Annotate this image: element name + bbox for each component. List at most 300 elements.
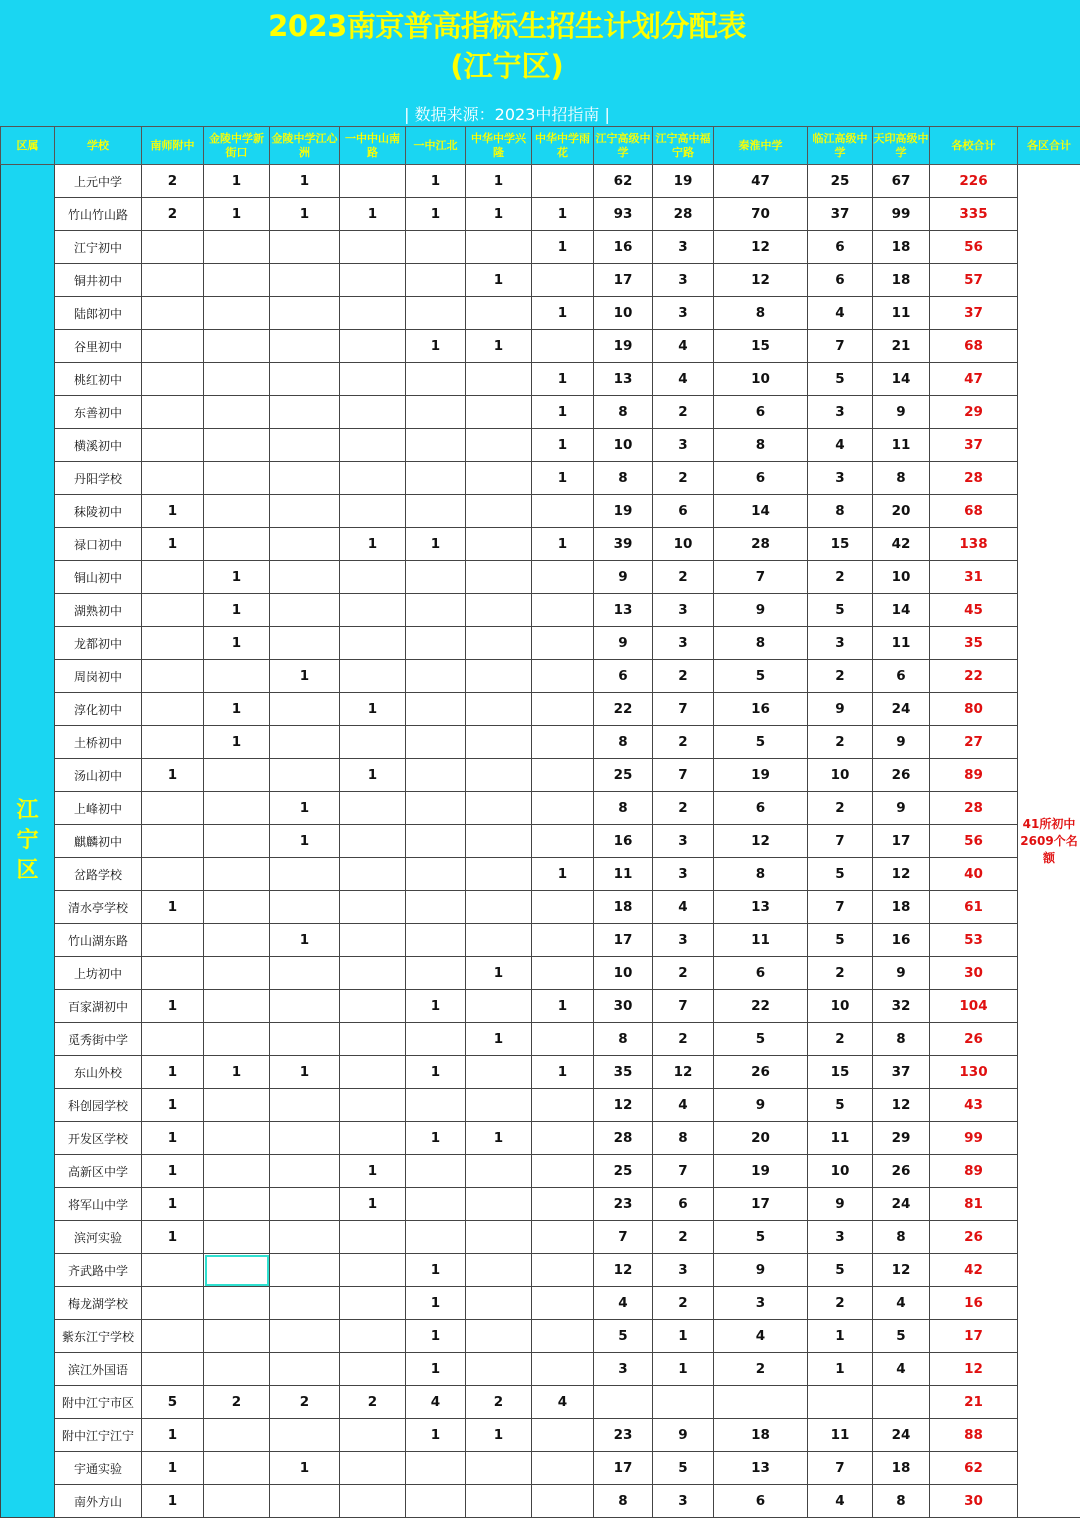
quota-cell [204, 990, 270, 1023]
school-name: 丹阳学校 [55, 462, 142, 495]
quota-cell [270, 528, 340, 561]
quota-cell: 1 [466, 1023, 532, 1056]
quota-cell: 19 [714, 759, 808, 792]
page-title: 2023南京普高指标生招生计划分配表 [268, 9, 746, 43]
quota-cell: 6 [653, 495, 714, 528]
quota-cell: 1 [270, 825, 340, 858]
school-total: 56 [930, 825, 1018, 858]
school-name: 上坊初中 [55, 957, 142, 990]
quota-cell: 10 [714, 363, 808, 396]
quota-cell [142, 627, 204, 660]
quota-cell: 1 [406, 1287, 466, 1320]
quota-cell: 2 [466, 1386, 532, 1419]
quota-cell: 1 [142, 1485, 204, 1518]
quota-cell [204, 1221, 270, 1254]
table-row [1, 1353, 1080, 1386]
quota-cell [406, 1452, 466, 1485]
quota-cell: 3 [653, 231, 714, 264]
school-total: 47 [930, 363, 1018, 396]
quota-cell: 11 [714, 924, 808, 957]
quota-cell: 1 [270, 198, 340, 231]
school-name: 东山外校 [55, 1056, 142, 1089]
quota-cell [532, 1089, 594, 1122]
quota-cell: 2 [204, 1386, 270, 1419]
quota-cell: 42 [873, 528, 930, 561]
quota-cell [406, 594, 466, 627]
quota-cell [142, 660, 204, 693]
column-header: 中华中学雨花 [532, 127, 594, 165]
quota-cell: 19 [594, 495, 653, 528]
quota-cell [204, 528, 270, 561]
quota-cell: 10 [808, 1155, 873, 1188]
quota-cell: 3 [808, 396, 873, 429]
quota-cell [142, 330, 204, 363]
column-header: 金陵中学江心洲 [270, 127, 340, 165]
school-name: 禄口初中 [55, 528, 142, 561]
quota-cell: 4 [653, 891, 714, 924]
table-row [1, 924, 1080, 957]
quota-cell: 1 [532, 396, 594, 429]
quota-cell: 1 [142, 495, 204, 528]
quota-cell: 3 [653, 858, 714, 891]
quota-cell [532, 660, 594, 693]
quota-cell: 6 [873, 660, 930, 693]
quota-cell [532, 924, 594, 957]
quota-cell: 1 [406, 165, 466, 198]
quota-cell: 35 [594, 1056, 653, 1089]
school-name: 齐武路中学 [55, 1254, 142, 1287]
quota-cell: 17 [594, 1452, 653, 1485]
quota-cell: 37 [808, 198, 873, 231]
quota-cell [204, 957, 270, 990]
quota-cell: 7 [653, 1155, 714, 1188]
column-header: 秦淮中学 [714, 127, 808, 165]
quota-cell: 1 [204, 561, 270, 594]
school-name: 麒麟初中 [55, 825, 142, 858]
quota-cell: 11 [594, 858, 653, 891]
table-row [1, 561, 1080, 594]
quota-cell: 8 [873, 1221, 930, 1254]
school-name: 桃红初中 [55, 363, 142, 396]
school-name: 铜山初中 [55, 561, 142, 594]
quota-cell: 18 [873, 1452, 930, 1485]
table-row [1, 165, 1080, 198]
quota-cell: 13 [714, 891, 808, 924]
quota-cell: 8 [873, 462, 930, 495]
quota-cell [340, 1452, 406, 1485]
quota-cell: 1 [532, 429, 594, 462]
school-name: 横溪初中 [55, 429, 142, 462]
quota-cell [270, 330, 340, 363]
quota-cell [532, 1122, 594, 1155]
table-row [1, 759, 1080, 792]
quota-cell [406, 693, 466, 726]
quota-cell [270, 1089, 340, 1122]
table-row [1, 1254, 1080, 1287]
quota-cell [406, 660, 466, 693]
quota-cell [466, 759, 532, 792]
quota-cell [340, 231, 406, 264]
quota-cell: 8 [873, 1485, 930, 1518]
quota-cell: 1 [653, 1320, 714, 1353]
table-row [1, 990, 1080, 1023]
column-header: 各校合计 [930, 127, 1018, 165]
quota-cell [532, 561, 594, 594]
quota-cell [466, 1485, 532, 1518]
quota-cell: 1 [204, 1056, 270, 1089]
quota-cell: 19 [714, 1155, 808, 1188]
school-total: 43 [930, 1089, 1018, 1122]
quota-cell [340, 924, 406, 957]
quota-cell: 8 [594, 792, 653, 825]
quota-cell: 8 [653, 1122, 714, 1155]
quota-cell [340, 957, 406, 990]
quota-cell: 9 [808, 693, 873, 726]
quota-cell: 2 [808, 792, 873, 825]
table-row [1, 429, 1080, 462]
quota-cell [270, 891, 340, 924]
quota-cell [406, 792, 466, 825]
quota-cell: 7 [808, 891, 873, 924]
quota-cell: 3 [808, 627, 873, 660]
quota-cell [204, 1122, 270, 1155]
quota-cell [270, 1419, 340, 1452]
quota-cell: 18 [873, 231, 930, 264]
school-name: 龙都初中 [55, 627, 142, 660]
quota-cell [340, 858, 406, 891]
quota-cell [340, 825, 406, 858]
quota-cell [142, 1353, 204, 1386]
table-row [1, 858, 1080, 891]
school-total: 30 [930, 1485, 1018, 1518]
quota-cell [142, 429, 204, 462]
quota-cell: 1 [270, 1452, 340, 1485]
quota-cell [406, 759, 466, 792]
quota-cell: 3 [653, 297, 714, 330]
quota-cell: 1 [466, 198, 532, 231]
school-total: 28 [930, 792, 1018, 825]
quota-cell [340, 396, 406, 429]
quota-cell [406, 231, 466, 264]
quota-cell: 1 [466, 165, 532, 198]
quota-cell [204, 858, 270, 891]
school-total: 37 [930, 429, 1018, 462]
quota-cell: 9 [714, 594, 808, 627]
quota-cell [142, 1287, 204, 1320]
quota-cell [340, 1254, 406, 1287]
quota-cell: 13 [594, 363, 653, 396]
quota-cell: 2 [808, 561, 873, 594]
quota-cell: 5 [808, 363, 873, 396]
table-row [1, 594, 1080, 627]
table-row [1, 1122, 1080, 1155]
quota-cell: 1 [340, 1188, 406, 1221]
quota-cell [142, 924, 204, 957]
quota-cell [340, 891, 406, 924]
quota-cell: 24 [873, 1419, 930, 1452]
quota-cell: 1 [466, 1419, 532, 1452]
quota-cell [340, 1287, 406, 1320]
quota-cell [204, 363, 270, 396]
quota-cell: 11 [873, 297, 930, 330]
quota-cell [340, 990, 406, 1023]
table-row [1, 528, 1080, 561]
quota-cell: 3 [653, 825, 714, 858]
quota-cell: 24 [873, 693, 930, 726]
quota-cell [204, 1452, 270, 1485]
quota-cell [142, 396, 204, 429]
quota-cell [406, 495, 466, 528]
quota-cell: 8 [594, 462, 653, 495]
quota-cell: 7 [808, 1452, 873, 1485]
quota-cell: 15 [714, 330, 808, 363]
quota-cell: 1 [204, 627, 270, 660]
quota-cell [532, 1320, 594, 1353]
quota-cell [340, 1122, 406, 1155]
quota-cell: 1 [340, 759, 406, 792]
quota-cell [340, 1221, 406, 1254]
school-total: 104 [930, 990, 1018, 1023]
quota-cell [406, 627, 466, 660]
quota-cell [204, 1419, 270, 1452]
quota-cell [270, 231, 340, 264]
quota-cell: 2 [653, 792, 714, 825]
quota-cell: 1 [808, 1320, 873, 1353]
school-total: 29 [930, 396, 1018, 429]
quota-cell [142, 462, 204, 495]
quota-cell [466, 1353, 532, 1386]
quota-cell [204, 231, 270, 264]
quota-cell: 1 [466, 1122, 532, 1155]
quota-cell [532, 726, 594, 759]
school-total: 17 [930, 1320, 1018, 1353]
quota-cell: 9 [653, 1419, 714, 1452]
quota-cell [340, 165, 406, 198]
quota-cell [142, 1320, 204, 1353]
quota-cell: 1 [142, 1155, 204, 1188]
quota-cell: 62 [594, 165, 653, 198]
quota-cell: 5 [142, 1386, 204, 1419]
school-name: 南外方山 [55, 1485, 142, 1518]
quota-cell: 93 [594, 198, 653, 231]
quota-cell: 1 [406, 1254, 466, 1287]
quota-cell: 9 [873, 957, 930, 990]
quota-cell: 20 [873, 495, 930, 528]
quota-cell [270, 561, 340, 594]
quota-cell: 11 [808, 1122, 873, 1155]
school-name: 觅秀街中学 [55, 1023, 142, 1056]
quota-cell: 14 [873, 594, 930, 627]
quota-cell [204, 1320, 270, 1353]
quota-cell [714, 1386, 808, 1419]
school-total: 21 [930, 1386, 1018, 1419]
quota-cell [466, 1320, 532, 1353]
quota-cell: 8 [594, 726, 653, 759]
quota-cell [532, 165, 594, 198]
quota-cell: 11 [873, 429, 930, 462]
quota-cell [204, 792, 270, 825]
quota-cell [406, 297, 466, 330]
quota-cell: 16 [714, 693, 808, 726]
quota-cell [466, 1287, 532, 1320]
school-name: 岔路学校 [55, 858, 142, 891]
quota-cell [466, 990, 532, 1023]
quota-cell: 16 [873, 924, 930, 957]
quota-cell: 8 [714, 297, 808, 330]
quota-cell: 25 [808, 165, 873, 198]
quota-cell: 2 [808, 1023, 873, 1056]
quota-cell: 6 [808, 231, 873, 264]
quota-cell [142, 363, 204, 396]
quota-cell [466, 792, 532, 825]
quota-cell: 12 [873, 1089, 930, 1122]
quota-cell [406, 924, 466, 957]
quota-cell: 1 [340, 528, 406, 561]
quota-cell [204, 1089, 270, 1122]
table-row [1, 363, 1080, 396]
quota-cell: 12 [873, 858, 930, 891]
quota-cell: 5 [714, 1221, 808, 1254]
quota-cell [466, 1056, 532, 1089]
column-header: 各区合计 [1018, 127, 1080, 165]
quota-cell [204, 264, 270, 297]
quota-cell [340, 1056, 406, 1089]
quota-cell [594, 1386, 653, 1419]
quota-cell: 4 [714, 1320, 808, 1353]
table-row [1, 1485, 1080, 1518]
quota-cell [466, 1155, 532, 1188]
quota-cell: 1 [142, 1089, 204, 1122]
quota-cell [532, 1221, 594, 1254]
quota-cell [270, 264, 340, 297]
quota-cell [340, 792, 406, 825]
quota-cell: 2 [653, 561, 714, 594]
quota-cell: 1 [142, 1188, 204, 1221]
quota-cell: 4 [653, 330, 714, 363]
table-row [1, 825, 1080, 858]
quota-cell [466, 693, 532, 726]
table-row [1, 627, 1080, 660]
quota-cell: 3 [808, 462, 873, 495]
quota-cell: 5 [808, 858, 873, 891]
quota-cell: 12 [594, 1254, 653, 1287]
title-banner [0, 0, 1015, 126]
quota-cell: 3 [653, 429, 714, 462]
quota-cell [406, 429, 466, 462]
school-name: 竹山竹山路 [55, 198, 142, 231]
quota-cell: 1 [204, 198, 270, 231]
column-header: 南师附中 [142, 127, 204, 165]
quota-cell: 4 [873, 1353, 930, 1386]
quota-cell: 3 [653, 924, 714, 957]
quota-cell [204, 825, 270, 858]
quota-cell [270, 1155, 340, 1188]
quota-cell: 2 [653, 1287, 714, 1320]
quota-cell: 8 [714, 429, 808, 462]
quota-cell [532, 594, 594, 627]
quota-cell [340, 1419, 406, 1452]
quota-cell: 5 [808, 1089, 873, 1122]
quota-cell [406, 264, 466, 297]
quota-cell: 18 [873, 264, 930, 297]
quota-cell [532, 891, 594, 924]
quota-cell [406, 561, 466, 594]
quota-cell: 10 [594, 957, 653, 990]
quota-cell: 9 [808, 1188, 873, 1221]
school-name: 淳化初中 [55, 693, 142, 726]
quota-cell: 10 [594, 429, 653, 462]
quota-cell: 23 [594, 1419, 653, 1452]
quota-cell: 1 [808, 1353, 873, 1386]
quota-cell [406, 1023, 466, 1056]
school-name: 梅龙湖学校 [55, 1287, 142, 1320]
school-total: 30 [930, 957, 1018, 990]
quota-cell: 7 [594, 1221, 653, 1254]
quota-cell: 13 [714, 1452, 808, 1485]
quota-cell: 17 [873, 825, 930, 858]
quota-cell [142, 792, 204, 825]
table-row [1, 1023, 1080, 1056]
quota-cell: 1 [406, 1419, 466, 1452]
quota-cell [204, 1353, 270, 1386]
quota-cell [204, 396, 270, 429]
quota-cell [204, 1023, 270, 1056]
quota-cell: 24 [873, 1188, 930, 1221]
quota-cell [340, 726, 406, 759]
table-row [1, 957, 1080, 990]
quota-cell: 19 [594, 330, 653, 363]
quota-cell [466, 1254, 532, 1287]
quota-cell [466, 528, 532, 561]
quota-cell [466, 660, 532, 693]
quota-cell: 11 [808, 1419, 873, 1452]
quota-cell: 5 [714, 726, 808, 759]
quota-cell: 10 [653, 528, 714, 561]
quota-cell: 9 [714, 1089, 808, 1122]
quota-cell [142, 1023, 204, 1056]
quota-cell: 3 [653, 1485, 714, 1518]
quota-cell [466, 231, 532, 264]
quota-cell: 1 [340, 693, 406, 726]
quota-cell [340, 297, 406, 330]
table-row [1, 1452, 1080, 1485]
quota-cell [406, 825, 466, 858]
quota-cell: 3 [594, 1353, 653, 1386]
quota-cell: 2 [653, 1023, 714, 1056]
quota-cell: 10 [594, 297, 653, 330]
table-row [1, 198, 1080, 231]
table-row [1, 1386, 1080, 1419]
quota-cell [406, 957, 466, 990]
quota-cell [466, 594, 532, 627]
quota-cell [270, 594, 340, 627]
quota-cell: 1 [466, 957, 532, 990]
school-total: 68 [930, 495, 1018, 528]
quota-cell [204, 1155, 270, 1188]
quota-cell: 1 [406, 528, 466, 561]
quota-cell: 18 [873, 891, 930, 924]
quota-cell: 2 [653, 396, 714, 429]
school-name: 高新区中学 [55, 1155, 142, 1188]
quota-cell: 2 [142, 165, 204, 198]
district-cell: 江 宁 区 [1, 165, 55, 1518]
quota-cell: 21 [873, 330, 930, 363]
quota-cell [406, 1221, 466, 1254]
school-name: 湖熟初中 [55, 594, 142, 627]
quota-cell: 8 [594, 1023, 653, 1056]
quota-cell: 2 [808, 1287, 873, 1320]
school-name: 紫东江宁学校 [55, 1320, 142, 1353]
